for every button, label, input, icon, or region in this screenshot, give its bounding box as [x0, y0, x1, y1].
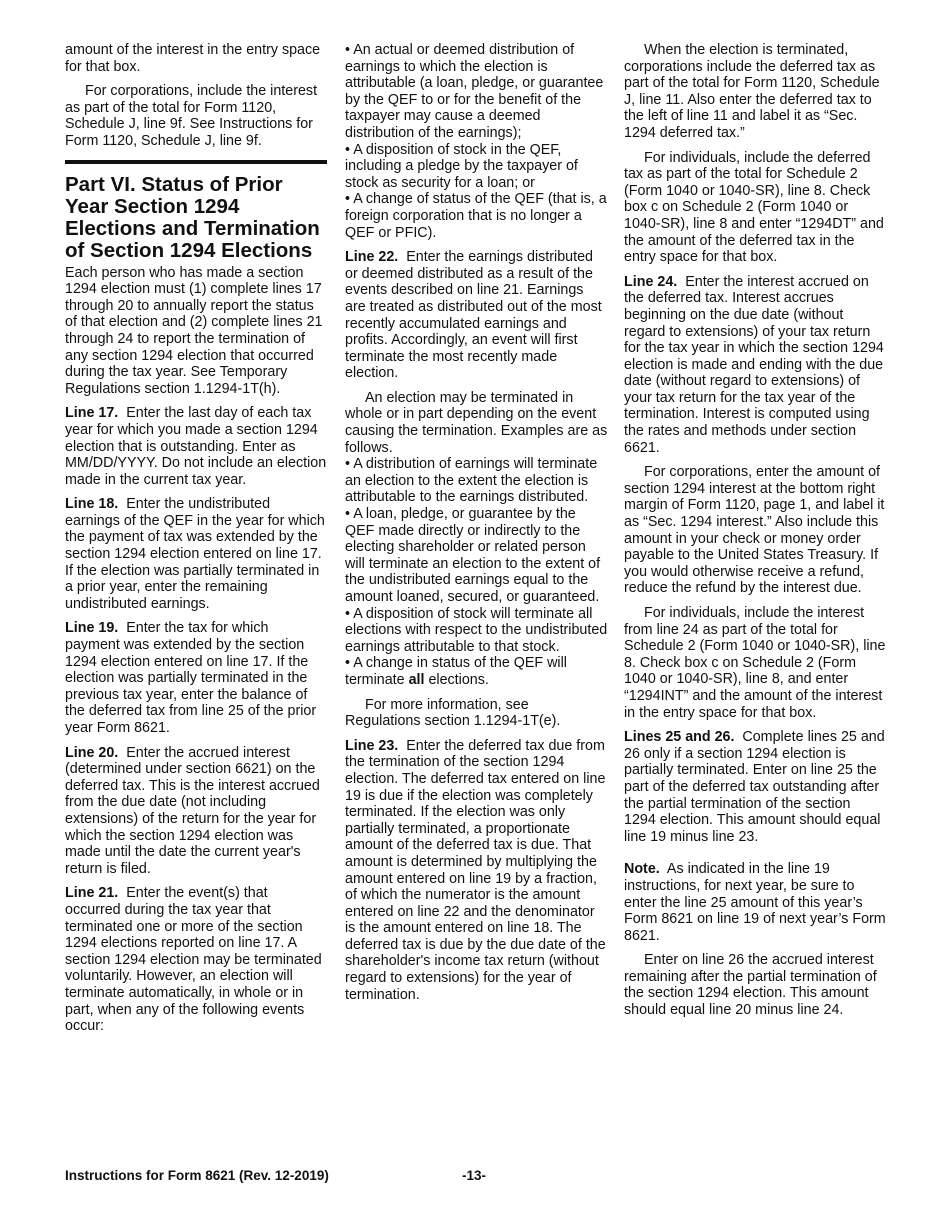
line-19-instructions: Line 19. Enter the tax for which payment was extended by the section 1294 election entered on line 17. If the election was partially terminated in the previous tax year, enter the balance of the deferred tax from line 25 of the prior year Form 8621.	[65, 620, 317, 736]
bullet-item: • A change in status of the QEF will terminate all elections.	[345, 655, 567, 688]
section-divider	[65, 160, 327, 164]
note: Note. As indicated in the line 19 instructions, for next year, be sure to enter the line 25 amount of this year’s Form 8621 on line 19 of next year’s Form 8621.	[624, 861, 886, 944]
line-label: Line 21.	[65, 885, 119, 902]
line-label: Line 17.	[65, 405, 119, 422]
line-18-instructions: Line 18. Enter the undistributed earnings of the QEF in the year for which the payment of tax was extended by the section 1294 election entered on line 17. If the election was partially terminated in a prior year, enter the remaining undistributed earnings.	[65, 496, 325, 612]
paragraph: For individuals, include the interest from line 24 as part of the total for Schedule 2 (Form 1040 or 1040-SR), line 8. Check box c on Schedule 2 (Form 1040 or 1040-SR), line 8, and enter “1294INT” and the amount of the interest in the entry space for that box.	[624, 605, 886, 721]
section-heading: Part VI. Status of Prior Year Section 1294 Elections and Termination of Section 1294 Elections	[65, 172, 320, 262]
line-label: Line 19.	[65, 620, 119, 637]
line-17-instructions: Line 17. Enter the last day of each tax year for which you made a section 1294 election that is outstanding. Enter as MM/DD/YYYY. Do not include an election made in the current tax year.	[65, 405, 327, 488]
line-21-instructions: Line 21. Enter the event(s) that occurred during the tax year that terminated one or more of the section 1294 elections reported on line 17. A section 1294 election may be terminated voluntarily. However, an election will terminate automatically, in whole or in part, when any of the following events occur:	[65, 885, 322, 1035]
paragraph: When the election is terminated, corporations include the deferred tax as part of the total for Form 1120, Schedule J, line 11. Also enter the deferred tax to the left of line 11 and label it as “Sec. 1294 deferred tax.”	[624, 42, 880, 141]
paragraph: For corporations, include the interest as part of the total for Form 1120, Schedule J, line 9f. See Instructions for Form 1120, Schedule J, line 9f.	[65, 83, 318, 149]
bullet-item: • An actual or deemed distribution of earnings to which the election is attributable (a loan, pledge, or guarantee by the QEF to or for the benefit of the taxpayer may cause a deemed distribution of the earnings);	[345, 42, 604, 141]
footer-form-title: Instructions for Form 8621 (Rev. 12-2019)	[65, 1168, 329, 1183]
line-label: Line 23.	[345, 737, 399, 754]
line-label: Line 20.	[65, 744, 119, 761]
line-label: Line 18.	[65, 496, 119, 513]
column-3	[624, 42, 886, 1027]
line-24-instructions: Line 24. Enter the interest accrued on the deferred tax. Interest accrues beginning on the due date (without regard to extensions) of your tax return for the tax year in which the section 1294 election is made and ending with the due date (without regard to extensions) of your tax return for the tax year of the termination. Interest is computed using the rates and methods under section 6621.	[624, 273, 884, 456]
page-number: -13-	[462, 1168, 487, 1183]
line-20-instructions: Line 20. Enter the accrued interest (determined under section 6621) on the deferred tax. This is the interest accrued from the due date (not including extensions) of the return for the year for which the section 1294 election was made until the date the current year's return is filed.	[65, 744, 320, 877]
paragraph: Enter on line 26 the accrued interest remaining after the partial termination of the section 1294 election. This amount should equal line 20 minus line 24.	[624, 952, 877, 1019]
line-label: Lines 25 and 26.	[624, 729, 735, 746]
note-label: Note.	[624, 861, 660, 878]
paragraph: An election may be terminated in whole or in part depending on the event causing the termination. Examples are as follows.	[345, 389, 608, 456]
bullet-item: • A loan, pledge, or guarantee by the QEF made directly or indirectly to the electing shareholder or related person will terminate an election to the extent of the undistributed earnings equal to the amount loaned, secured, or guaranteed.	[345, 506, 601, 605]
bullet-item: • A change of status of the QEF (that is, a foreign corporation that is no longer a QEF or PFIC).	[345, 191, 607, 241]
line-22-instructions: Line 22. Enter the earnings distributed or deemed distributed as a result of the events described on line 21. Earnings are treated as distributed out of the most recently accumulated earnings and profits. Accordingly, an event will first terminate the most recently made election.	[345, 249, 602, 382]
bullet-item: • A distribution of earnings will terminate an election to the extent the election is attributable to the earnings distributed.	[345, 456, 598, 506]
paragraph: For individuals, include the deferred tax as part of the total for Schedule 2 (Form 1040 or 1040-SR), line 8. Check box c on Schedule 2 (Form 1040 or 1040-SR), line 8 and enter “1294DT” and the amount of the deferred tax in the entry space for that box.	[624, 149, 884, 266]
bullet-item: • A disposition of stock will terminate all elections with respect to the undistributed earnings attributable to that stock.	[345, 605, 608, 655]
lines-25-26-instructions: Lines 25 and 26. Complete lines 25 and 26 only if a section 1294 election is partially terminated. Enter on line 25 the part of the deferred tax outstanding after the partial termination of the section 1294 election. This amount should equal line 19 minus line 23.	[624, 729, 885, 845]
line-label: Line 24.	[624, 273, 678, 290]
paragraph: For corporations, enter the amount of section 1294 interest at the bottom right margin of Form 1120, page 1, and label it as “Sec. 1294 interest.” Also include this amount in your check or money order payable to the United States Treasury. If you would otherwise receive a refund, reduce the refund by the interest due.	[624, 464, 885, 597]
line-23-instructions: Line 23. Enter the deferred tax due from the termination of the section 1294 election. The deferred tax entered on line 19 is due if the election was completely terminated. If the election was only partially terminated, a proportionate amount of the deferred tax is due. That amount is determined by multiplying the amount entered on line 19 by a fraction, of which the numerator is the amount entered on line 22 and the denominator is the amount entered on line 18. The deferred tax is due by the due date of the shareholder's income tax return (without regard to extensions) for the year of termination.	[345, 737, 606, 1003]
page-footer	[65, 1168, 885, 1186]
paragraph: amount of the interest in the entry space for that box.	[65, 42, 321, 75]
bullet-item: • A disposition of stock in the QEF, including a pledge by the taxpayer of stock as security for a loan; or	[345, 141, 578, 191]
line-label: Line 22.	[345, 249, 399, 266]
paragraph: Each person who has made a section 1294 election must (1) complete lines 17 through 20 to annually report the status of that election and (2) complete lines 21 through 24 to report the termination of any section 1294 election that occurred during the tax year. See Temporary Regulations section 1.1294-1T(h).	[65, 264, 323, 397]
column-1	[65, 42, 327, 1043]
paragraph: For more information, see Regulations section 1.1294-1T(e).	[345, 696, 561, 730]
column-2	[345, 42, 608, 1011]
